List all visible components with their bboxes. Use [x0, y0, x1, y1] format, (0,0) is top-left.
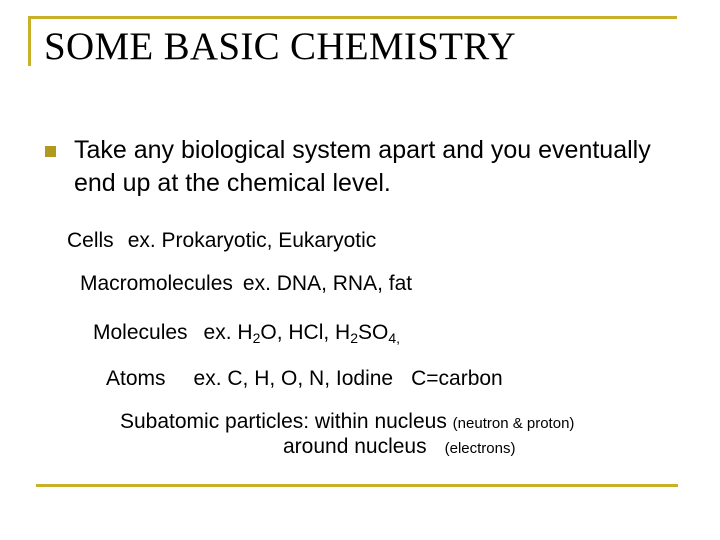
- h2o-subscript: 2: [252, 330, 261, 346]
- subatomic-text: Subatomic particles: within nucleus: [120, 410, 447, 433]
- frame-left-rule: [28, 16, 31, 66]
- frame-top-rule: [28, 16, 677, 19]
- slide-title: SOME BASIC CHEMISTRY: [44, 25, 516, 68]
- so4-subscript: 4,: [388, 330, 401, 346]
- macromolecules-example: ex. DNA, RNA, fat: [242, 272, 413, 295]
- cells-line: [67, 228, 376, 254]
- cells-label: Cells: [67, 229, 114, 252]
- molecules-example-middle: O, HCl, H: [260, 321, 351, 344]
- atoms-example: ex. C, H, O, N, Iodine: [193, 367, 394, 390]
- molecules-label: Molecules: [93, 321, 188, 344]
- around-nucleus-line: [283, 434, 515, 462]
- around-nucleus-paren: (electrons): [444, 440, 516, 457]
- molecules-line: [93, 320, 400, 346]
- frame-bottom-rule: [36, 484, 678, 487]
- macromolecules-line: [80, 271, 412, 297]
- subatomic-line: [120, 409, 574, 437]
- h2so4-subscript: 2: [350, 330, 358, 346]
- square-bullet-icon: [45, 146, 56, 157]
- subatomic-paren: (neutron & proton): [452, 415, 575, 432]
- macromolecules-label: Macromolecules: [80, 272, 233, 295]
- bullet-text: Take any biological system apart and you eventually end up at the chemical level.: [74, 136, 651, 197]
- around-nucleus-text: around nucleus: [283, 435, 427, 458]
- atoms-label: Atoms: [106, 367, 166, 390]
- molecules-example-so: SO: [358, 321, 389, 344]
- cells-example: ex. Prokaryotic, Eukaryotic: [127, 229, 377, 252]
- atoms-note: C=carbon: [411, 367, 503, 390]
- atoms-line: [106, 366, 503, 392]
- molecules-example-prefix: ex. H: [203, 321, 253, 344]
